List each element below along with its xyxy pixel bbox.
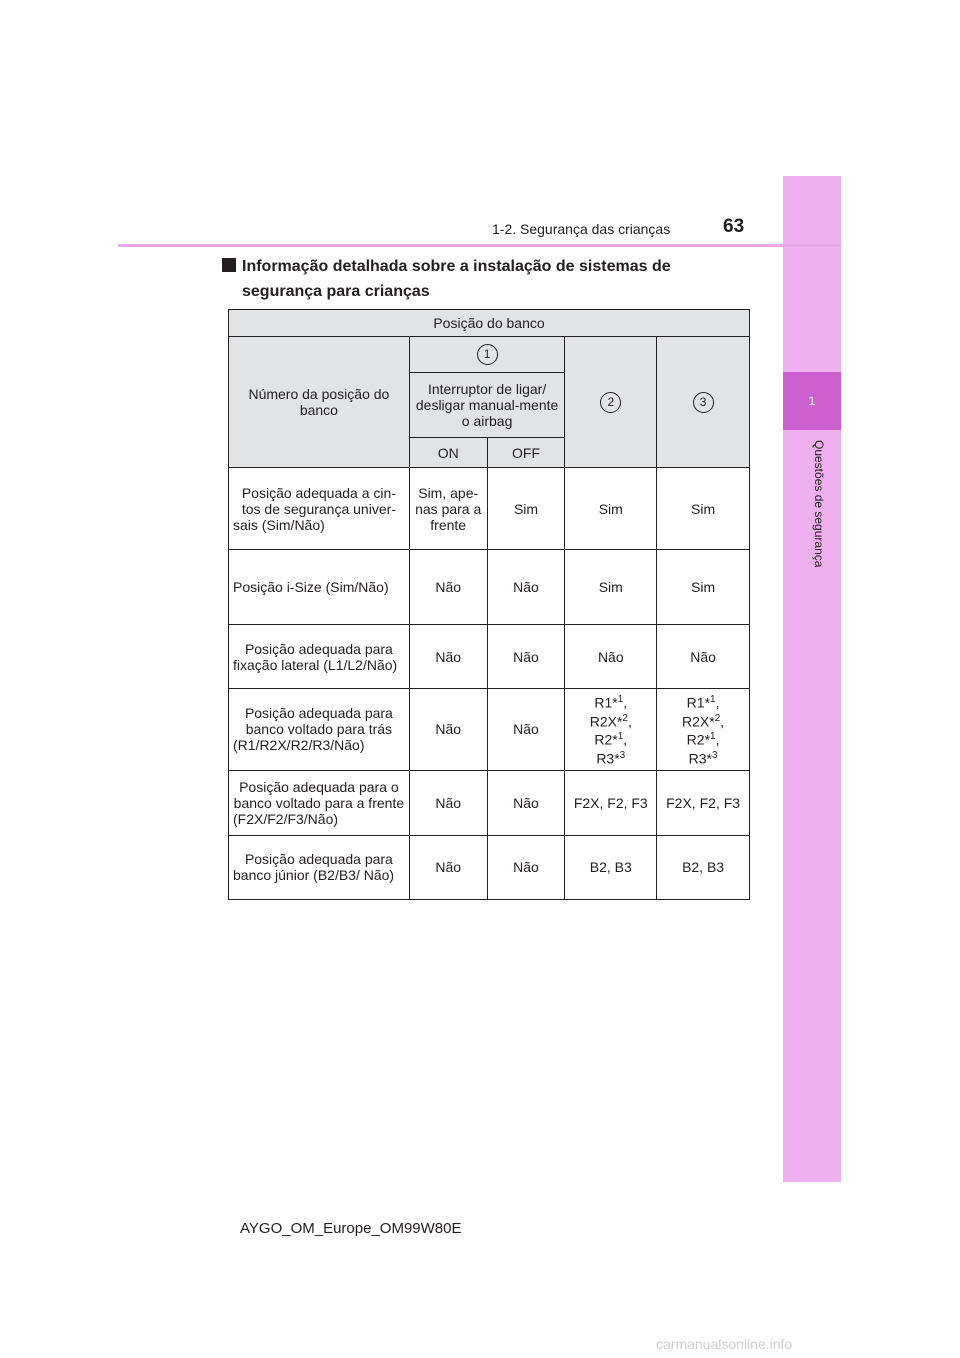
watermark: carmanualsonline.info xyxy=(656,1336,793,1352)
airbag-switch-label: Interruptor de ligar/ desligar manual-mente o airbag xyxy=(409,373,565,438)
footnote-star-icon: * xyxy=(704,731,711,748)
switch-on-label: ON xyxy=(409,438,487,468)
footnote-number: 2 xyxy=(714,712,721,724)
header-rule xyxy=(118,244,841,247)
table-cell: Não xyxy=(409,835,487,899)
chapter-number: 1 xyxy=(808,394,816,408)
table-cell: Sim, ape-nas para a frente xyxy=(409,468,487,550)
position-3-number: 3 xyxy=(693,392,714,413)
table-cell: Não xyxy=(409,550,487,625)
rear-code: R1 xyxy=(686,694,705,711)
switch-off-label: OFF xyxy=(487,438,565,468)
table-row xyxy=(229,770,750,835)
square-bullet-icon xyxy=(222,258,236,272)
footnote-star-icon: * xyxy=(614,750,620,767)
table-row xyxy=(229,835,750,899)
rear-code: R2X xyxy=(682,713,710,730)
seat-suitability-table xyxy=(228,309,750,900)
row-label: Posição adequada para fixação lateral (L1/L2/Não) xyxy=(229,625,410,689)
footnote-star-icon: * xyxy=(612,694,618,711)
footnote-number: 3 xyxy=(711,749,718,761)
position-2-number: 2 xyxy=(600,392,621,413)
document-code: AYGO_OM_Europe_OM99W80E xyxy=(240,1220,462,1237)
table-cell: Sim xyxy=(657,468,750,550)
footnote-star-icon: * xyxy=(706,750,712,767)
heading-line-1: Informação detalhada sobre a instalação de sistemas de xyxy=(242,258,671,275)
rear-code: R2 xyxy=(594,731,613,748)
table-cell: Não xyxy=(487,625,565,689)
row-label: Posição adequada para banco júnior (B2/B3/ Não) xyxy=(229,835,410,899)
footnote-star-icon: * xyxy=(704,694,711,711)
position-2-header xyxy=(565,337,657,468)
table-cell: Sim xyxy=(565,468,657,550)
table-cell: Sim xyxy=(565,550,657,625)
table-row xyxy=(229,468,750,550)
rear-code: R1 xyxy=(594,694,613,711)
position-1-number: 1 xyxy=(477,344,498,365)
table-cell: F2X, F2, F3 xyxy=(657,770,750,835)
table-cell: Não xyxy=(487,689,565,771)
table-cell: B2, B3 xyxy=(565,835,657,899)
page-number: 63 xyxy=(723,216,745,237)
footnote-number: 1 xyxy=(710,694,716,705)
row-label: Posição adequada a cin-tos de segurança univer-sais (Sim/Não) xyxy=(229,468,410,550)
rear-code: R2 xyxy=(686,731,705,748)
rear-facing-cell-3: R1*$^1$, R2X*$^2$, R2*$^1$, R3*$^3$ xyxy=(657,689,750,771)
rear-code: R3 xyxy=(688,750,707,767)
running-head: 1-2. Segurança das crianças xyxy=(492,221,671,237)
seat-number-label: Número da posição do banco xyxy=(229,337,410,468)
position-1-header xyxy=(409,337,565,373)
table-cell: Não xyxy=(409,689,487,771)
table-row xyxy=(229,625,750,689)
table-cell: B2, B3 xyxy=(657,835,750,899)
row-label: Posição adequada para o banco voltado para a frente (F2X/F2/F3/Não) xyxy=(229,770,410,835)
table-cell: Não xyxy=(657,625,750,689)
table-cell: Sim xyxy=(657,550,750,625)
table-cell: Não xyxy=(409,625,487,689)
footnote-number: 1 xyxy=(617,694,624,705)
footnote-number: 1 xyxy=(710,731,716,743)
table-row xyxy=(229,550,750,625)
row-label: Posição i-Size (Sim/Não) xyxy=(229,550,410,625)
footnote-number: 1 xyxy=(617,731,624,743)
table-cell: Não xyxy=(409,770,487,835)
table-cell: Não xyxy=(565,625,657,689)
seat-position-header: Posição do banco xyxy=(229,310,750,337)
chapter-title: Questões de segurança xyxy=(812,440,826,568)
table-cell: Não xyxy=(487,835,565,899)
footnote-star-icon: * xyxy=(612,731,618,748)
table-cell: Não xyxy=(487,550,565,625)
position-3-header xyxy=(657,337,750,468)
rear-code: R3 xyxy=(596,750,615,767)
footnote-number: 3 xyxy=(619,749,626,761)
heading-line-2: segurança para crianças xyxy=(242,283,430,300)
section-heading xyxy=(222,254,742,304)
chapter-sidebar xyxy=(783,176,841,1182)
rear-facing-cell-2: R1*$^1$, R2X*$^2$, R2*$^1$, R3*$^3$ xyxy=(565,689,657,771)
chapter-tab[interactable] xyxy=(783,372,841,430)
row-label: Posição adequada para banco voltado para trás (R1/R2X/R2/R3/Não) xyxy=(229,689,410,771)
table-cell: Não xyxy=(487,770,565,835)
table-row xyxy=(229,689,750,771)
footnote-star-icon: * xyxy=(709,713,715,730)
footnote-star-icon: * xyxy=(616,713,623,730)
rear-code: R2X xyxy=(589,713,617,730)
table-cell: F2X, F2, F3 xyxy=(565,770,657,835)
footnote-number: 2 xyxy=(622,712,628,724)
table-cell: Sim xyxy=(487,468,565,550)
